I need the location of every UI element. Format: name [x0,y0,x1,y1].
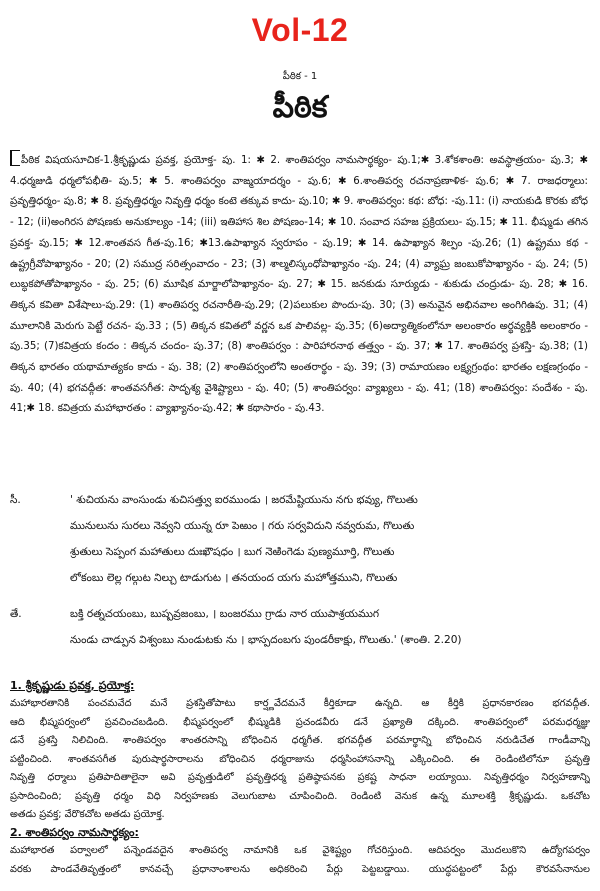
teeta-label: తే. [10,607,22,620]
section-shanti-parva [10,824,590,879]
verse-line [10,566,590,592]
volume-label: Vol-12 [251,12,349,48]
verse-text: ' శుచియను వాంసుండు శుచిసత్త్వు ఐరముండు । జరమేష్టియును నగు భవ్యు, గొలుతు [70,493,418,506]
verse-text: లోకంబు లెల్ల గల్గుట నిల్చు టాడుగుట । తనయంద యగు మహోత్తముని, గొలుతు [70,571,398,584]
verse-block [10,488,590,654]
verse-line [10,602,590,628]
section-heading: 2. శాంతిపర్వం నామసార్థక్యం: [10,826,139,839]
bracket-mark [10,150,20,166]
verse-text: నుండు చాడ్పున విశ్వంబు నుండుటకు ను । భాస్పదంబగు పుండరీకాక్షు, గొలుతు.' (శాంతి. 2.20) [70,633,462,646]
page-title: పీఠిక [272,90,328,125]
verse-line [10,540,590,566]
running-head: పీఠిక - 1 [282,71,318,82]
table-of-contents [10,150,588,420]
section-paragraph: మహాభారత పర్వాలలో పన్నెండవదైన శాంతిపర్వ నామానికి ఒక వైశిష్ట్యం గోచరిస్తుంది. ఆదిపర్వం మొదలుకొని ఉద్యోగపర్వం వరకు పాండవేతివృత్తంలో కానవచ్చే ప్రధానాంశాలను అధికరించి పేర్లు పెట్టబడ్డాయి. యుద్ధపట్టంలో పేర్లు కౌరవసేనానుల [10,845,590,875]
section-paragraph: మహాభారతానికి పంచమవేద మనే ప్రశస్తితోపాటు కార్ష్ణవేదమనే కీర్తికూడా ఉన్నది. ఆ కీర్తికి ప్రధానకారణం భగవద్గీత. ఆది భీష్మపర్వంలో ప్రవచించబడింది. భీష్మపర్వంలో భీష్ముడికి ప్రచండవీరు డనే ప్రఖ్యాతి దక్కింది. శాంతిపర్వంలో పరమధర్మజ్ఞు డనే ప్రశస్తి నిలిచింది. శాంతిపర్వం శాంతరసాన్ని బోధించిన ధర్మగీత. భగవద్గీత పరమార్థాన్ని బోధించిన నరుడిచేత గాండీవాన్ని పట్టించింది. శాంతవసగీత పురుషార్థసారాలను బోధించిన ధర్మరాజును ధర్మసింహాసనాన్ని ఎక్కించింది. ఈ రెండింటిలోనూ ప్రవృత్తి నివృత్తి ధర్మాలు ప్రతిపాదితాలైనా అవి ప్రవృత్తుడిలో ప్రవృత్తిధర్మ ప్రతిష్ఠాపనకు ప్రకష్ట సాధనా లయ్యాయి. నివృత్తిధర్మం నిర్వహణాన్ని ప్రసాదించింది; ప్రవృత్తి ధర్మం విధి నిర్వహణకు వెలుగుబాట చూపించింది. రెండింటి వెనుక ఉన్న మూలశక్తి శ్రీకృష్ణుడు. ఒకచోట అతడు ప్రవక్త; వేరొకచోట అతడు ప్రయోక్త. [10,698,590,820]
section-heading: 1. శ్రీకృష్ణుడు ప్రవక్త, ప్రయోక్త: [10,679,135,692]
toc-text: పీఠిక విషయసూచిక-1.శ్రీకృష్ణుడు ప్రవక్త, ప్రయోక్త- పు. 1: ✱ 2. శాంతిపర్వం నామసార్థక్యం- పు.1;✱ 3.శోకశాంతి: అవస్థాత్రయం- పు.3; ✱ 4.ధర్మజుడి ధర్మలోపభీతి- పు.5; ✱ 5. శాంతిపర్వం వాఙ్మయాదర్శం - పు.6; ✱ 6.శాంతిపర్వ రచనాప్రణాళిక- పు.6; ✱ 7. రాజధర్మాలు: ప్రవృత్తిధర్మం- పు.8; ✱ 8. ప్రవృత్తిధర్మం నివృత్తి ధర్మం కంటె తక్కువ కాదు- పు.10; ✱ 9. శాంతిపర్వం: కథ: బోధ: -పు.11: (i) నాయకుడి కొరకు బోధ - 12; (ii)అంగిరస పోషణకు అనుకూల్యం -14; (iii) ఇతిహాస శిల పోషణం-14; ✱ 10. సంవాద సహజ ప్రక్రియలు- పు.15; ✱ 11. భీష్ముడు తగిన ప్రవక్త- పు.15; ✱ 12.శాంతవస గీత-పు.16; ✱13.ఉపాఖ్యాన స్వరూపం - పు.19; ✱ 14. ఉపాఖ్యాన శిల్పం -పు.26; (1) ఉష్ట్రము కథ - ఉష్ట్రగ్రీవోపాఖ్యానం - 20; (2) సముద్ర సరిత్సంవాదం - 23; (3) శాల్మలిస్కంధోపాఖ్యానం -పు. 24; (4) వ్యాఘ్ర జంబుకోపాఖ్యానం - పు. 24; (5) లుబ్ధకపోతోపాఖ్యానం - పు. 25; (6) మూషిక మార్జాలోపాఖ్యానం- పు. 27; ✱ 15. జనకుడు సూర్యుడు - శుకుడు చంద్రుడు- పు. 28; ✱ 16. తిక్కన కవితా విశేషాలు-పు.29: (1) శాంతిపర్వ రచనారీతి-పు.29; (2)పలుకుల పొందు-పు. 30; (3) అనువైన అభినవాల అంగిగిఉపు. 31; (4) మూలానికి మెరుగు పెట్టే రచన- పు.33 ; (5) తిక్కన కవితలో వర్ణన ఒక పాలివల్ల- పు.35; (6)అద్యాత్మికంలోనూ అలంకారం అర్థవ్యక్తికి అలంకారం - పు.35; (7)కవిత్రయ కందం : తిక్కన చందం- పు.37; (8) శాంతిపర్వం : పారిహారనాథ తత్త్వం - పు. 37; ✱ 17. శాంతిపర్వ ప్రశస్తి- పు.38; (1) తిక్కన భారతం యథామాత్యకం కాదు - పు. 38; (2) శాంతిపర్వంలోని అంతరార్థం - పు. 39; (3) రామాయణం లక్ష్యగ్రంథం: భారతం లక్షణగ్రంథం - పు. 40; (4) భగవద్గీత: శాంతవసగీత: సాదృశ్య వైశిష్ట్యాలు - పు. 40; (5) శాంతిపర్వం: వ్యాఖ్యలు - పు. 41; (18) శాంతిపర్వం: సందేశం - పు. 41;✱ 18. కవిత్రయ మహాభారతం : వ్యాఖ్యానం-పు.42; ✱ కథాసారం - పు.43. [10,155,588,415]
verse-text: మునులును సురలు నెవ్వని యున్న రూ పెఱుం । గరు సర్వవిదుని నవ్వరుమ, గొలుతు [70,519,415,532]
verse-text: శ్రుతులు సెప్పంగ మహాతులు దుఃఖౌషధం । బుగ నెఱింగెడు పుణ్యమూర్తి, గొలుతు [70,545,395,558]
verse-text: బక్తి రత్నచయంబు, బుష్పవ్రజంబు, । బంజరము గ్రాడు నార యుపాశ్రయముగ [70,607,380,620]
section-krishna [10,677,590,825]
verse-line [10,488,590,514]
seesa-label: సీ. [10,493,21,506]
verse-line [10,514,590,540]
verse-line [10,628,590,654]
